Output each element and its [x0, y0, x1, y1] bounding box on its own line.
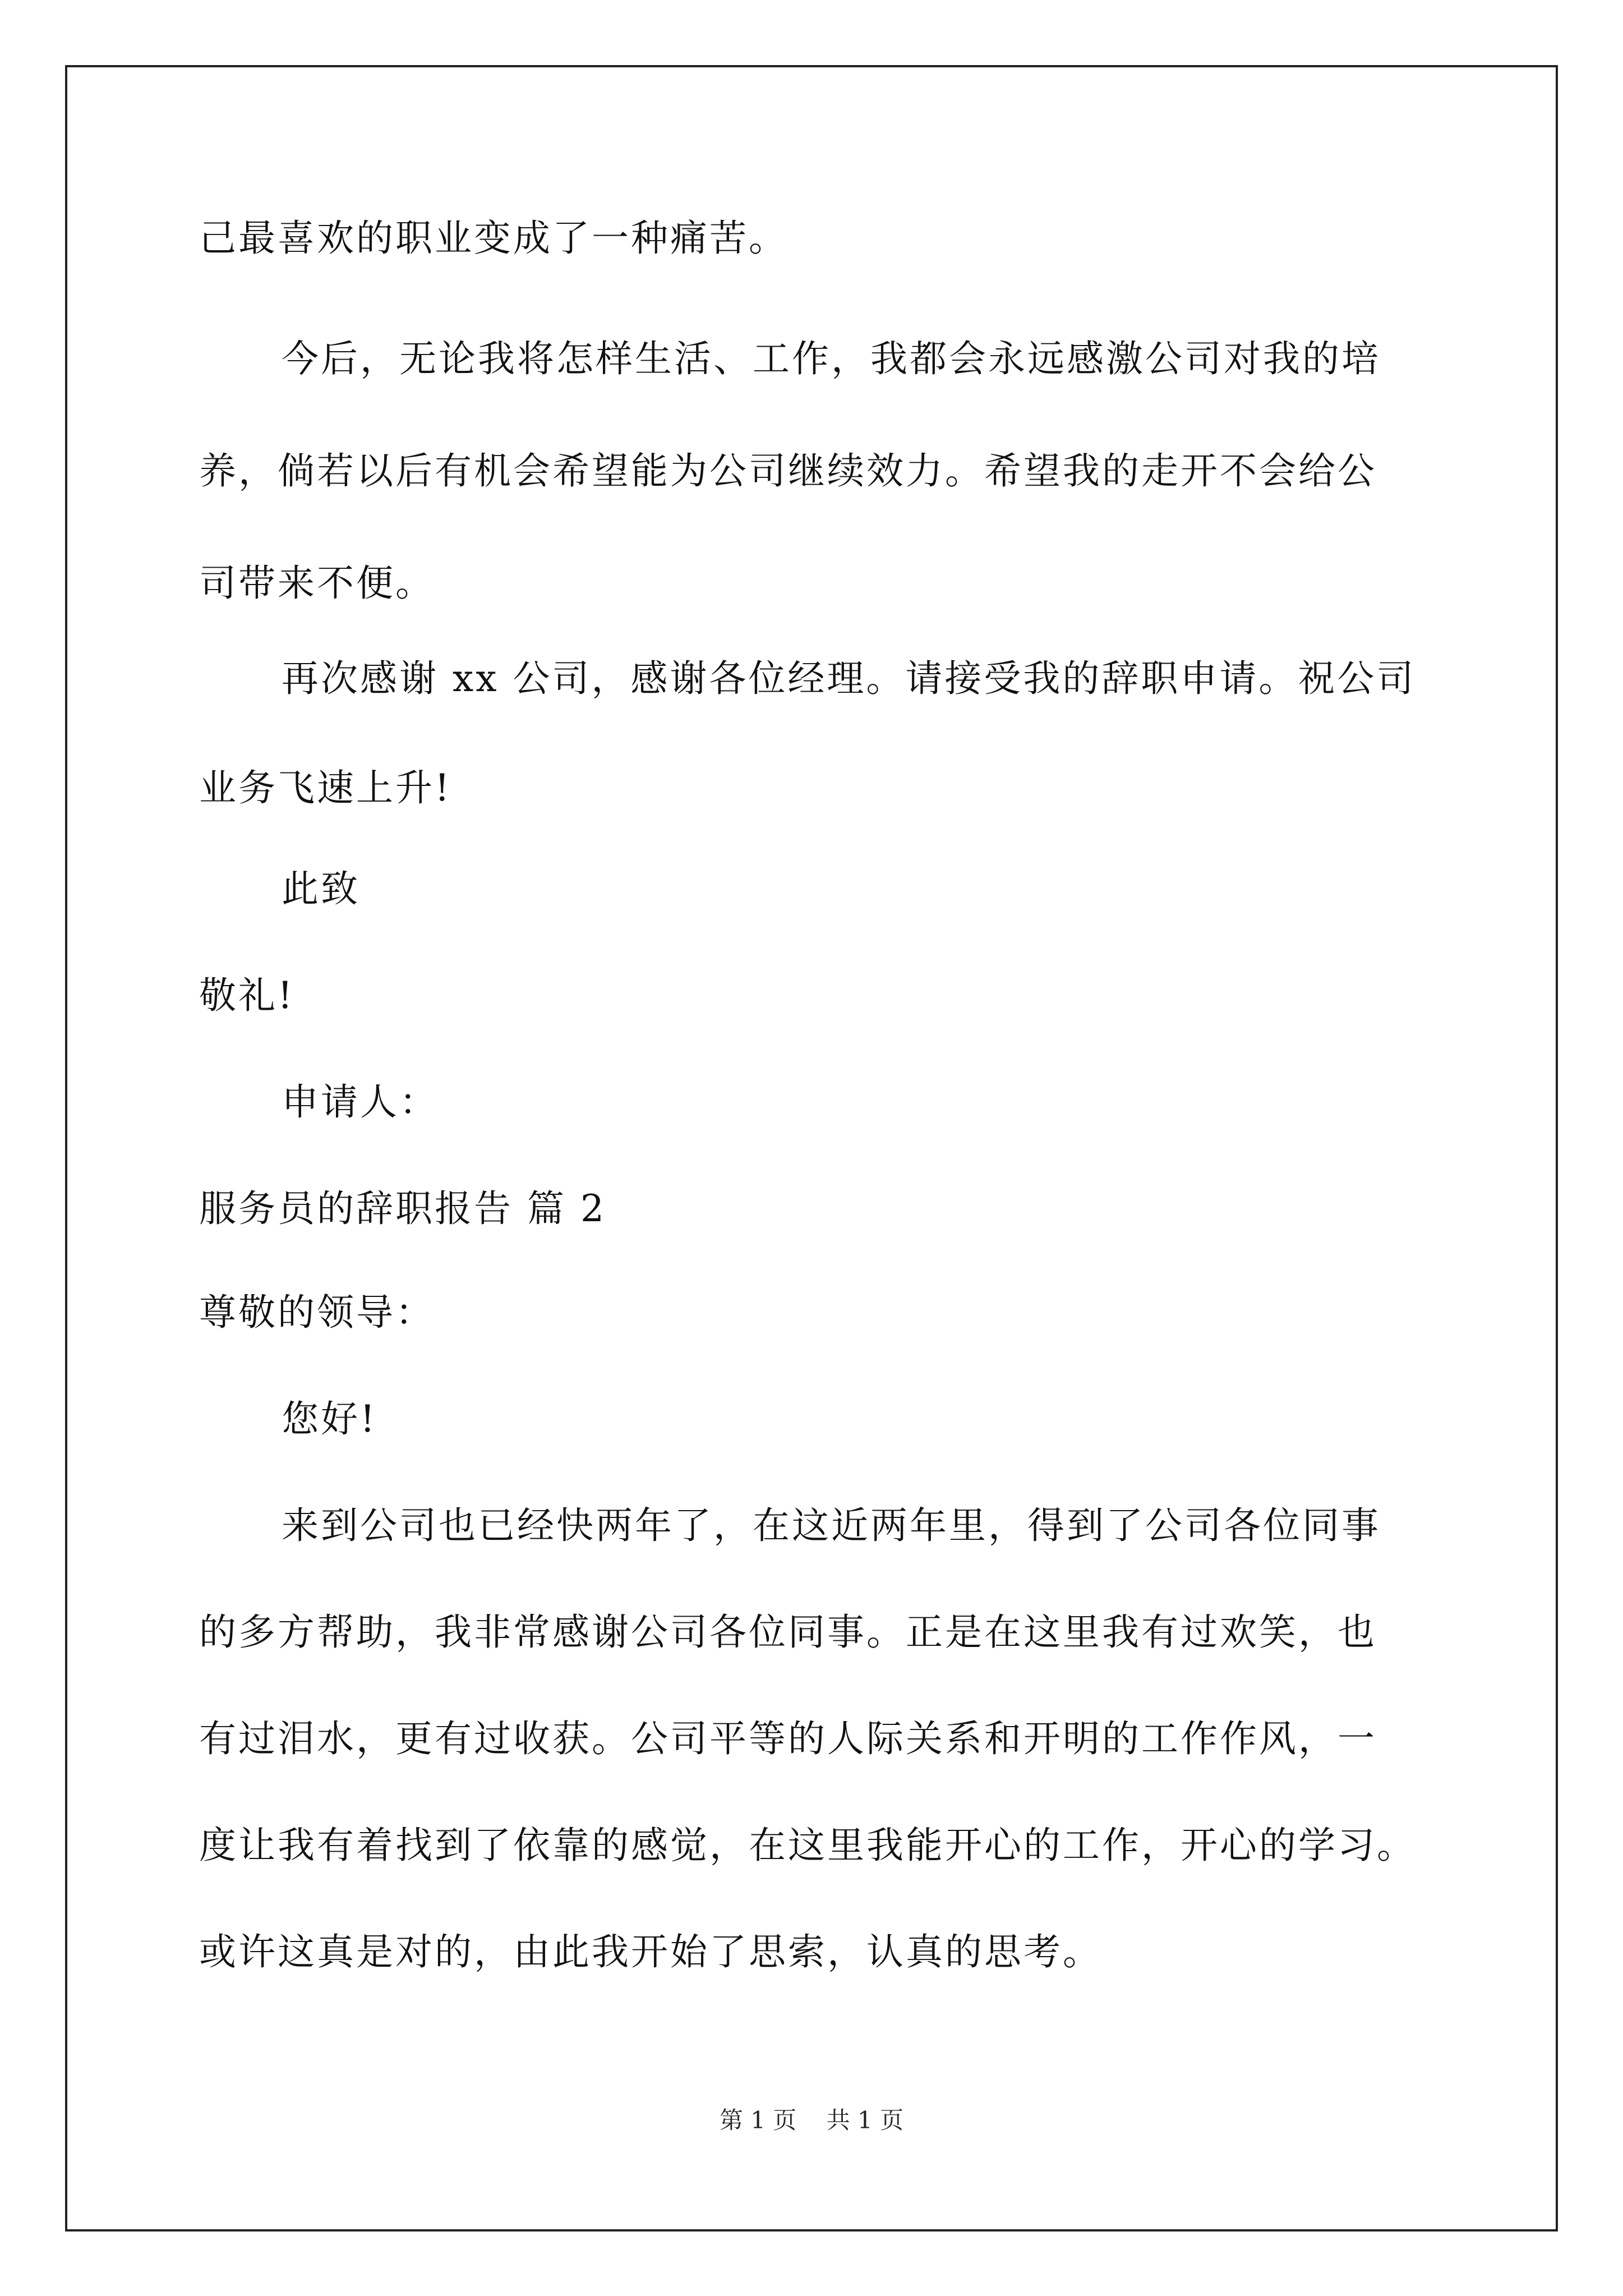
body-line: 或许这真是对的，由此我开始了思索，认真的思考。 [199, 1930, 1102, 1973]
greeting: 您好! [282, 1397, 377, 1441]
body-line: 业务飞速上升! [199, 766, 452, 809]
paragraph-start-line: 今后，无论我将怎样生活、工作，我都会永远感激公司对我的培 [282, 337, 1381, 380]
closing-salute: 敬礼! [199, 974, 295, 1017]
closing-phrase: 此致 [282, 867, 360, 910]
salutation: 尊敬的领导： [199, 1291, 435, 1334]
body-line: 司带来不便。 [199, 562, 435, 605]
applicant-label: 申请人： [282, 1080, 439, 1124]
page-number-footer: 第 1 页 共 1 页 [719, 2106, 904, 2134]
page-border [65, 65, 1558, 2231]
section-heading: 服务员的辞职报告 篇 2 [199, 1187, 606, 1230]
body-line: 己最喜欢的职业变成了一种痛苦。 [199, 217, 788, 260]
body-line: 度让我有着找到了依靠的感觉，在这里我能开心的工作，开心的学习。 [199, 1824, 1416, 1867]
body-line: 的多方帮助，我非常感谢公司各位同事。正是在这里我有过欢笑，也 [199, 1611, 1377, 1654]
paragraph-start-line: 来到公司也已经快两年了，在这近两年里，得到了公司各位同事 [282, 1504, 1381, 1547]
body-line: 有过泪水，更有过收获。公司平等的人际关系和开明的工作作风，一 [199, 1717, 1377, 1760]
body-line: 养，倘若以后有机会希望能为公司继续效力。希望我的走开不会给公 [199, 449, 1377, 493]
paragraph-start-line: 再次感谢 xx 公司，感谢各位经理。请接受我的辞职申请。祝公司 [282, 657, 1416, 700]
